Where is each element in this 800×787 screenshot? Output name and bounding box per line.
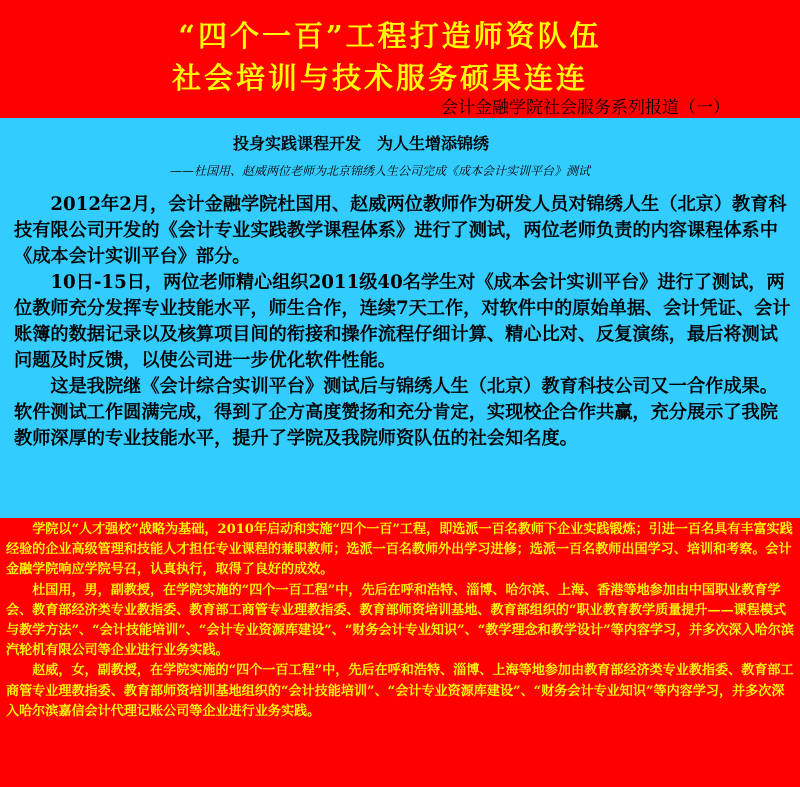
article-byline: ——杜国用、赵威两位老师为北京锦绣人生公司完成《成本会计实训平台》测试 <box>170 164 591 178</box>
footer-panel <box>0 518 800 787</box>
footer-paragraph: 杜国用，男，副教授，在学院实施的“四个一百工程”中，先后在呼和浩特、淄博、哈尔滨、上海、香港等地参加由中国职业教育学会、教育部经济类专业教指委、教育部工商管专业理教指委、教育部师资培训基地、教育部组织的“职业教育教学质量提升——课程模式与教学方法”、“会计技能培训”、“会计专业资源库建设”、“财务会计专业知识”、“教学理念和教学设计”等内容学习，并多次深入哈尔滨汽轮机有限公司等企业进行业务实践。 <box>6 582 794 659</box>
footer-body <box>6 520 794 722</box>
header-banner <box>0 0 800 118</box>
article-paragraph: 这是我院继《会计综合实训平台》测试后与锦绣人生（北京）教育科技公司又一合作成果。软件测试工作圆满完成，得到了企方高度赞扬和充分肯定，实现校企合作共赢，充分展示了我院教师深厚的专业技能水平，提升了学院及我院师资队伍的社会知名度。 <box>14 376 778 449</box>
article-panel <box>0 118 800 518</box>
article-subtitle: 投身实践课程开发 为人生增添锦绣 <box>233 134 490 153</box>
article-paragraph: 10日-15日，两位老师精心组织2011级40名学生对《成本会计实训平台》进行了测试，两位教师充分发挥专业技能水平，师生合作，连续7天工作，对软件中的原始单据、会计凭证、会计账簿的数据记录以及核算项目间的衔接和操作流程仔细计算、精心比对、反复演练，最后将测试问题及时反馈，以使公司进一步优化软件性能。 <box>14 272 791 371</box>
headline-line1: “四个一百”工程打造师资队伍 <box>178 19 602 53</box>
footer-paragraph: 学院以“人才强校”战略为基础，2010年启动和实施“四个一百”工程，即选派一百名教师下企业实践锻炼；引进一百名具有丰富实践经验的企业高级管理和技能人才担任专业课程的兼职教师；选派一百名教师外出学习进修；选派一百名教师出国学习、培训和考察。会计金融学院响应学院号召，认真执行，取得了良好的成效。 <box>6 522 793 578</box>
headline-line2: 社会培训与技术服务硕果连连 <box>171 61 588 95</box>
series-label: 会计金融学院社会服务系列报道（一） <box>441 98 730 118</box>
article-body <box>14 192 796 452</box>
footer-paragraph: 赵威，女，副教授，在学院实施的“四个一百工程”中，先后在呼和浩特、淄博、上海等地参加由教育部经济类专业教指委、教育部工商管专业理教指委、教育部师资培训基地组织的“会计技能培训”、“会计专业资源库建设”、“财务会计专业知识”等内容学习，并多次深入哈尔滨嘉信会计代理记账公司等企业进行业务实践。 <box>6 663 794 719</box>
article-paragraph: 2012年2月，会计金融学院杜国用、赵威两位教师作为研发人员对锦绣人生（北京）教育科技有限公司开发的《会计专业实践教学课程体系》进行了测试，两位老师负责的内容课程体系中《成本会计实训平台》部分。 <box>14 194 787 267</box>
